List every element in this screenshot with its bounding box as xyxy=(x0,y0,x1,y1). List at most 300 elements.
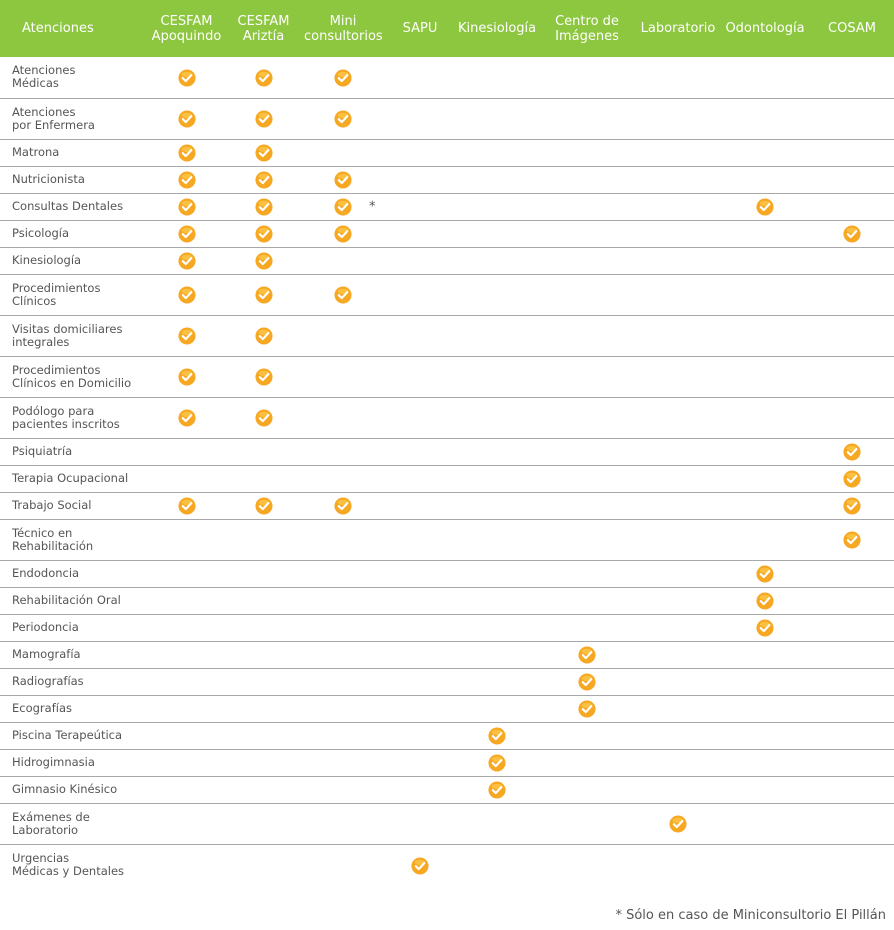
table-row-radiografias xyxy=(0,668,894,695)
cell-sapu xyxy=(384,492,456,519)
table-row-atenciones-medicas xyxy=(0,57,894,98)
cell-laboratorio xyxy=(636,776,720,803)
cell-mini-consultorios xyxy=(302,844,384,885)
cell-cesfam-apoquindo xyxy=(148,641,225,668)
cell-centro-de-imagenes xyxy=(538,587,636,614)
check-circle-icon xyxy=(578,673,596,691)
cell-centro-de-imagenes xyxy=(538,356,636,397)
table-row-endodoncia xyxy=(0,560,894,587)
row-label xyxy=(0,220,148,247)
cell-laboratorio xyxy=(636,397,720,438)
cell-mini-consultorios xyxy=(302,776,384,803)
check-circle-icon xyxy=(334,69,352,87)
row-label xyxy=(0,356,148,397)
table-row-piscina-terapeutica xyxy=(0,722,894,749)
check-circle-icon xyxy=(178,198,196,216)
cell-sapu xyxy=(384,465,456,492)
cell-centro-de-imagenes xyxy=(538,274,636,315)
row-label-line: Nutricionista xyxy=(12,172,85,186)
row-label xyxy=(0,749,148,776)
cell-sapu xyxy=(384,220,456,247)
table-row-podologo-para-pacientes-inscritos xyxy=(0,397,894,438)
cell-odontologia xyxy=(720,247,810,274)
row-label xyxy=(0,139,148,166)
check-circle-icon xyxy=(178,252,196,270)
row-label-line: Clínicos xyxy=(12,293,57,308)
cell-cesfam-apoquindo xyxy=(148,722,225,749)
cell-laboratorio xyxy=(636,803,720,844)
cell-kinesiologia xyxy=(456,749,538,776)
cell-kinesiologia xyxy=(456,166,538,193)
row-label xyxy=(0,315,148,356)
column-header-line: CESFAM xyxy=(237,13,290,29)
cell-sapu xyxy=(384,397,456,438)
cell-laboratorio xyxy=(636,315,720,356)
cell-cesfam-ariztia xyxy=(225,641,302,668)
table-row-kinesiologia xyxy=(0,247,894,274)
cell-mini-consultorios xyxy=(302,465,384,492)
check-circle-icon xyxy=(334,286,352,304)
cell-centro-de-imagenes xyxy=(538,220,636,247)
footnote-marker: * xyxy=(369,199,376,214)
cell-cosam xyxy=(810,803,894,844)
table-row-nutricionista xyxy=(0,166,894,193)
row-label xyxy=(0,587,148,614)
cell-laboratorio xyxy=(636,247,720,274)
cell-kinesiologia xyxy=(456,519,538,560)
cell-kinesiologia xyxy=(456,438,538,465)
row-label-line: Gimnasio Kinésico xyxy=(12,782,118,796)
cell-mini-consultorios xyxy=(302,803,384,844)
cell-odontologia xyxy=(720,166,810,193)
cell-cosam xyxy=(810,492,894,519)
cell-cosam xyxy=(810,776,894,803)
cell-mini-consultorios xyxy=(302,98,384,139)
cell-cesfam-ariztia xyxy=(225,722,302,749)
cell-cesfam-apoquindo xyxy=(148,803,225,844)
cell-centro-de-imagenes xyxy=(538,492,636,519)
cell-laboratorio xyxy=(636,749,720,776)
cell-cesfam-ariztia xyxy=(225,397,302,438)
cell-mini-consultorios xyxy=(302,519,384,560)
cell-laboratorio xyxy=(636,560,720,587)
row-label xyxy=(0,247,148,274)
cell-sapu xyxy=(384,139,456,166)
cell-kinesiologia xyxy=(456,722,538,749)
cell-odontologia xyxy=(720,193,810,220)
cell-laboratorio xyxy=(636,220,720,247)
row-label-line: Matrona xyxy=(12,145,60,159)
row-label-line: Mamografía xyxy=(12,647,81,661)
cell-laboratorio xyxy=(636,166,720,193)
cell-mini-consultorios xyxy=(302,438,384,465)
check-circle-icon xyxy=(578,700,596,718)
cell-mini-consultorios xyxy=(302,193,384,220)
row-label-line: Radiografías xyxy=(12,674,84,688)
table-row-rehabilitacion-oral xyxy=(0,587,894,614)
cell-cesfam-apoquindo xyxy=(148,465,225,492)
cell-mini-consultorios xyxy=(302,668,384,695)
check-circle-icon xyxy=(756,565,774,583)
cell-cesfam-apoquindo xyxy=(148,57,225,98)
table-row-atenciones-por-enfermera xyxy=(0,98,894,139)
cell-kinesiologia xyxy=(456,668,538,695)
table-row-psicologia xyxy=(0,220,894,247)
check-circle-icon xyxy=(334,497,352,515)
cell-sapu xyxy=(384,274,456,315)
cell-odontologia xyxy=(720,139,810,166)
table-row-trabajo-social xyxy=(0,492,894,519)
row-label-line: Exámenes de xyxy=(12,809,90,824)
row-label xyxy=(0,614,148,641)
cell-cesfam-ariztia xyxy=(225,560,302,587)
cell-centro-de-imagenes xyxy=(538,438,636,465)
cell-centro-de-imagenes xyxy=(538,722,636,749)
check-circle-icon xyxy=(178,144,196,162)
row-label-line: Procedimientos xyxy=(12,280,101,295)
check-circle-icon xyxy=(178,327,196,345)
row-label xyxy=(0,641,148,668)
cell-cesfam-ariztia xyxy=(225,844,302,885)
cell-centro-de-imagenes xyxy=(538,695,636,722)
row-label xyxy=(0,438,148,465)
cell-odontologia xyxy=(720,315,810,356)
check-circle-icon xyxy=(178,225,196,243)
cell-mini-consultorios xyxy=(302,722,384,749)
cell-odontologia xyxy=(720,492,810,519)
table-row-examenes-de-laboratorio xyxy=(0,803,894,844)
cell-mini-consultorios xyxy=(302,166,384,193)
cell-sapu xyxy=(384,356,456,397)
cell-cosam xyxy=(810,695,894,722)
cell-cesfam-apoquindo xyxy=(148,776,225,803)
table-row-procedimientos-clinicos-en-domicilio xyxy=(0,356,894,397)
row-label-line: Rehabilitación xyxy=(12,538,94,553)
table-row-urgencias-medicas-y-dentales xyxy=(0,844,894,885)
check-circle-icon xyxy=(334,198,352,216)
cell-kinesiologia xyxy=(456,587,538,614)
cell-cosam xyxy=(810,193,894,220)
cell-cosam xyxy=(810,274,894,315)
column-header-line: COSAM xyxy=(828,21,876,36)
cell-sapu xyxy=(384,844,456,885)
check-circle-icon xyxy=(255,144,273,162)
check-circle-icon xyxy=(843,443,861,461)
column-header-line: Atenciones xyxy=(22,21,94,36)
row-label-line: Podólogo para xyxy=(12,403,95,418)
cell-centro-de-imagenes xyxy=(538,668,636,695)
row-label xyxy=(0,668,148,695)
cell-sapu xyxy=(384,776,456,803)
row-label xyxy=(0,465,148,492)
cell-cesfam-ariztia xyxy=(225,139,302,166)
row-label xyxy=(0,695,148,722)
cell-cesfam-ariztia xyxy=(225,519,302,560)
cell-cosam xyxy=(810,749,894,776)
cell-cesfam-ariztia xyxy=(225,587,302,614)
cell-cosam xyxy=(810,438,894,465)
cell-cosam xyxy=(810,560,894,587)
cell-odontologia xyxy=(720,57,810,98)
cell-cesfam-apoquindo xyxy=(148,519,225,560)
check-circle-icon xyxy=(843,470,861,488)
cell-cosam xyxy=(810,166,894,193)
table-row-mamografia xyxy=(0,641,894,668)
row-label xyxy=(0,844,148,885)
cell-centro-de-imagenes xyxy=(538,98,636,139)
check-circle-icon xyxy=(255,225,273,243)
cell-odontologia xyxy=(720,519,810,560)
table-row-terapia-ocupacional xyxy=(0,465,894,492)
cell-mini-consultorios xyxy=(302,614,384,641)
cell-cesfam-apoquindo xyxy=(148,438,225,465)
check-circle-icon xyxy=(255,252,273,270)
cell-cesfam-apoquindo xyxy=(148,247,225,274)
cell-sapu xyxy=(384,519,456,560)
cell-mini-consultorios xyxy=(302,492,384,519)
cell-cesfam-ariztia xyxy=(225,803,302,844)
table-row-procedimientos-clinicos xyxy=(0,274,894,315)
cell-sapu xyxy=(384,668,456,695)
check-circle-icon xyxy=(178,110,196,128)
check-circle-icon xyxy=(255,327,273,345)
row-label-line: Terapia Ocupacional xyxy=(12,471,129,485)
table-row-tecnico-en-rehabilitacion xyxy=(0,519,894,560)
row-label xyxy=(0,722,148,749)
cell-cesfam-apoquindo xyxy=(148,668,225,695)
check-circle-icon xyxy=(578,646,596,664)
cell-laboratorio xyxy=(636,139,720,166)
cell-odontologia xyxy=(720,438,810,465)
cell-cosam xyxy=(810,57,894,98)
check-circle-icon xyxy=(843,497,861,515)
cell-cesfam-ariztia xyxy=(225,220,302,247)
cell-centro-de-imagenes xyxy=(538,560,636,587)
row-label-line: Psicología xyxy=(12,226,70,240)
column-header-atenciones xyxy=(0,0,148,57)
column-header-odontologia xyxy=(720,0,810,57)
cell-odontologia xyxy=(720,587,810,614)
cell-cesfam-apoquindo xyxy=(148,139,225,166)
row-label-line: Consultas Dentales xyxy=(12,199,124,213)
cell-mini-consultorios xyxy=(302,356,384,397)
cell-kinesiologia xyxy=(456,247,538,274)
row-label xyxy=(0,803,148,844)
row-label xyxy=(0,98,148,139)
row-label xyxy=(0,560,148,587)
cell-centro-de-imagenes xyxy=(538,465,636,492)
cell-kinesiologia xyxy=(456,274,538,315)
cell-odontologia xyxy=(720,356,810,397)
cell-cesfam-apoquindo xyxy=(148,315,225,356)
cell-cosam xyxy=(810,247,894,274)
column-header-cesfam-ariztia xyxy=(225,0,302,57)
row-label xyxy=(0,776,148,803)
column-header-cosam xyxy=(810,0,894,57)
row-label-line: Psiquiatría xyxy=(12,444,73,458)
column-header-laboratorio xyxy=(636,0,720,57)
row-label xyxy=(0,397,148,438)
footnote: * Sólo en caso de Miniconsultorio El Pillán xyxy=(615,908,886,923)
table-row-ecografias xyxy=(0,695,894,722)
cell-sapu xyxy=(384,587,456,614)
cell-cosam xyxy=(810,98,894,139)
cell-cosam xyxy=(810,356,894,397)
check-circle-icon xyxy=(334,225,352,243)
cell-sapu xyxy=(384,438,456,465)
cell-mini-consultorios xyxy=(302,274,384,315)
row-label-line: Piscina Terapeútica xyxy=(12,728,123,742)
cell-mini-consultorios xyxy=(302,695,384,722)
row-label xyxy=(0,492,148,519)
cell-cesfam-apoquindo xyxy=(148,356,225,397)
check-circle-icon xyxy=(255,286,273,304)
cell-kinesiologia xyxy=(456,492,538,519)
cell-cosam xyxy=(810,315,894,356)
cell-odontologia xyxy=(720,98,810,139)
cell-cesfam-ariztia xyxy=(225,356,302,397)
check-circle-icon xyxy=(178,368,196,386)
check-circle-icon xyxy=(488,727,506,745)
column-header-sapu xyxy=(384,0,456,57)
column-header-line: Odontología xyxy=(725,21,805,36)
row-label-line: Médicas y Dentales xyxy=(12,863,125,878)
cell-kinesiologia xyxy=(456,844,538,885)
check-circle-icon xyxy=(255,198,273,216)
row-label-line: Endodoncia xyxy=(12,566,80,580)
column-header-line: Kinesiología xyxy=(458,21,537,36)
cell-cesfam-apoquindo xyxy=(148,98,225,139)
row-label-line: Kinesiología xyxy=(12,253,82,267)
check-circle-icon xyxy=(255,69,273,87)
check-circle-icon xyxy=(178,171,196,189)
row-label-line: Trabajo Social xyxy=(12,498,92,512)
cell-kinesiologia xyxy=(456,315,538,356)
row-label-line: Procedimientos xyxy=(12,362,101,377)
row-label-line: Atenciones xyxy=(12,63,76,78)
cell-centro-de-imagenes xyxy=(538,614,636,641)
column-header-line: SAPU xyxy=(402,21,438,36)
cell-cesfam-apoquindo xyxy=(148,614,225,641)
cell-centro-de-imagenes xyxy=(538,749,636,776)
table-row-visitas-domiciliares-integrales xyxy=(0,315,894,356)
row-label xyxy=(0,166,148,193)
check-circle-icon xyxy=(178,286,196,304)
cell-laboratorio xyxy=(636,695,720,722)
cell-mini-consultorios xyxy=(302,587,384,614)
cell-kinesiologia xyxy=(456,98,538,139)
cell-kinesiologia xyxy=(456,695,538,722)
check-circle-icon xyxy=(843,531,861,549)
cell-odontologia xyxy=(720,614,810,641)
check-circle-icon xyxy=(255,171,273,189)
column-header-line: Centro de xyxy=(555,13,619,29)
cell-sapu xyxy=(384,166,456,193)
cell-sapu xyxy=(384,57,456,98)
cell-odontologia xyxy=(720,560,810,587)
check-circle-icon xyxy=(843,225,861,243)
cell-laboratorio xyxy=(636,844,720,885)
row-label-line: Visitas domiciliares xyxy=(12,321,123,336)
cell-odontologia xyxy=(720,220,810,247)
row-label xyxy=(0,57,148,98)
cell-cosam xyxy=(810,614,894,641)
cell-cesfam-ariztia xyxy=(225,668,302,695)
column-header-kinesiologia xyxy=(456,0,538,57)
cell-cosam xyxy=(810,587,894,614)
row-label-line: por Enfermera xyxy=(12,117,95,132)
cell-cesfam-ariztia xyxy=(225,247,302,274)
cell-centro-de-imagenes xyxy=(538,519,636,560)
column-header-line: Laboratorio xyxy=(640,21,716,36)
check-circle-icon xyxy=(255,497,273,515)
cell-kinesiologia xyxy=(456,560,538,587)
cell-centro-de-imagenes xyxy=(538,397,636,438)
check-circle-icon xyxy=(488,754,506,772)
cell-laboratorio xyxy=(636,274,720,315)
column-header-line: Imágenes xyxy=(555,28,619,44)
check-circle-icon xyxy=(255,368,273,386)
cell-sapu xyxy=(384,315,456,356)
cell-laboratorio xyxy=(636,193,720,220)
cell-laboratorio xyxy=(636,668,720,695)
cell-mini-consultorios xyxy=(302,397,384,438)
check-circle-icon xyxy=(334,110,352,128)
column-header-line: Ariztía xyxy=(242,28,285,44)
row-label xyxy=(0,519,148,560)
cell-cesfam-apoquindo xyxy=(148,220,225,247)
cell-laboratorio xyxy=(636,356,720,397)
check-circle-icon xyxy=(255,110,273,128)
cell-mini-consultorios xyxy=(302,139,384,166)
check-circle-icon xyxy=(255,409,273,427)
cell-sapu xyxy=(384,560,456,587)
cell-cesfam-ariztia xyxy=(225,492,302,519)
table-row-matrona xyxy=(0,139,894,166)
table-row-hidrogimnasia xyxy=(0,749,894,776)
cell-kinesiologia xyxy=(456,139,538,166)
cell-kinesiologia xyxy=(456,193,538,220)
cell-kinesiologia xyxy=(456,776,538,803)
check-circle-icon xyxy=(756,198,774,216)
cell-sapu xyxy=(384,247,456,274)
cell-cesfam-apoquindo xyxy=(148,166,225,193)
cell-laboratorio xyxy=(636,465,720,492)
cell-mini-consultorios xyxy=(302,247,384,274)
cell-mini-consultorios xyxy=(302,57,384,98)
cell-cesfam-apoquindo xyxy=(148,397,225,438)
cell-odontologia xyxy=(720,397,810,438)
cell-laboratorio xyxy=(636,614,720,641)
cell-cesfam-ariztia xyxy=(225,695,302,722)
cell-kinesiologia xyxy=(456,614,538,641)
cell-centro-de-imagenes xyxy=(538,844,636,885)
cell-cesfam-ariztia xyxy=(225,57,302,98)
cell-mini-consultorios xyxy=(302,749,384,776)
column-header-line: consultorios xyxy=(304,28,383,44)
cell-cesfam-ariztia xyxy=(225,749,302,776)
row-label xyxy=(0,274,148,315)
cell-odontologia xyxy=(720,465,810,492)
column-header-line: Mini xyxy=(329,13,357,29)
cell-centro-de-imagenes xyxy=(538,641,636,668)
cell-kinesiologia xyxy=(456,397,538,438)
cell-cesfam-apoquindo xyxy=(148,492,225,519)
cell-cesfam-apoquindo xyxy=(148,587,225,614)
cell-cosam xyxy=(810,668,894,695)
row-label-line: Periodoncia xyxy=(12,620,79,634)
cell-centro-de-imagenes xyxy=(538,193,636,220)
